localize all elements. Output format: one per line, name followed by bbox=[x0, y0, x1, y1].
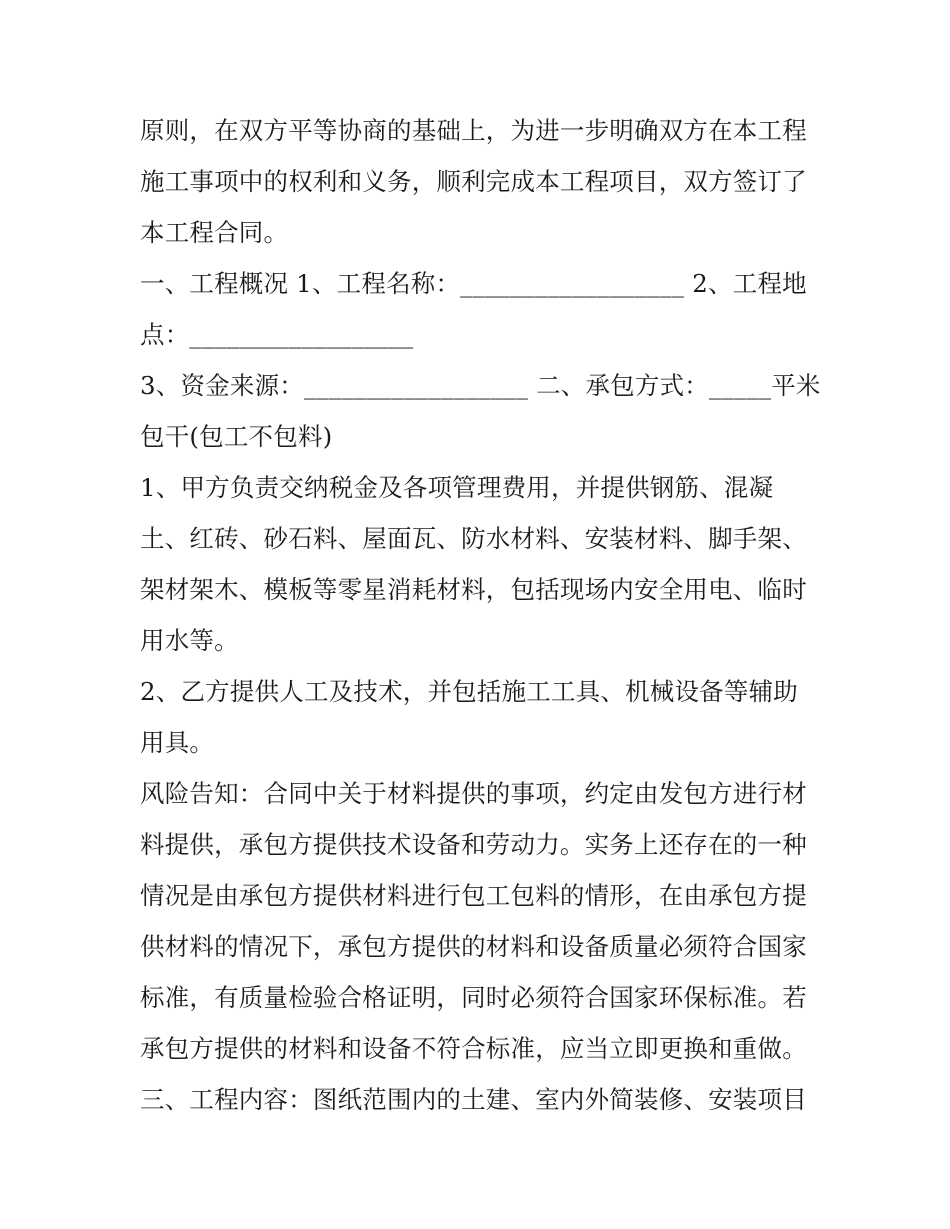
text-line: 1、甲方负责交纳税金及各项管理费用，并提供钢筋、混凝 bbox=[140, 473, 774, 502]
text-line: 用水等。 bbox=[140, 626, 239, 655]
text-line: 标准，有质量检验合格证明，同时必须符合国家环保标准。若 bbox=[140, 983, 807, 1012]
document-body bbox=[140, 105, 820, 1125]
text-line: 原则，在双方平等协商的基础上，为进一步明确双方在本工程 bbox=[140, 116, 807, 145]
text-line: 施工事项中的权利和义务，顺利完成本工程项目，双方签订了 bbox=[140, 167, 807, 196]
text-line: 2、乙方提供人工及技术，并包括施工工具、机械设备等辅助 bbox=[140, 677, 798, 706]
text-line: 包干(包工不包料) bbox=[140, 422, 333, 451]
text-line: 用具。 bbox=[140, 728, 215, 757]
text-line: 架材架木、模板等零星消耗材料，包括现场内安全用电、临时 bbox=[140, 575, 807, 604]
text-line: 土、红砖、砂石料、屋面瓦、防水材料、安装材料、脚手架、 bbox=[140, 524, 807, 553]
text-line: 供材料的情况下，承包方提供的材料和设备质量必须符合国家 bbox=[140, 932, 807, 961]
text-line: 3、资金来源：__________________ 二、承包方式：_____平米 bbox=[140, 371, 821, 400]
text-line: 三、工程内容：图纸范围内的土建、室内外简装修、安装项目 bbox=[140, 1085, 807, 1114]
text-line: 风险告知：合同中关于材料提供的事项，约定由发包方进行材 bbox=[140, 779, 807, 808]
text-line: 承包方提供的材料和设备不符合标准，应当立即更换和重做。 bbox=[140, 1034, 807, 1063]
text-line: 点：__________________ bbox=[140, 320, 414, 349]
text-line: 料提供，承包方提供技术设备和劳动力。实务上还存在的一种 bbox=[140, 830, 807, 859]
text-line: 本工程合同。 bbox=[140, 218, 289, 247]
text-line: 情况是由承包方提供材料进行包工包料的情形，在由承包方提 bbox=[140, 881, 807, 910]
text-line: 一、工程概况 1、工程名称：__________________ 2、工程地 bbox=[140, 269, 807, 298]
